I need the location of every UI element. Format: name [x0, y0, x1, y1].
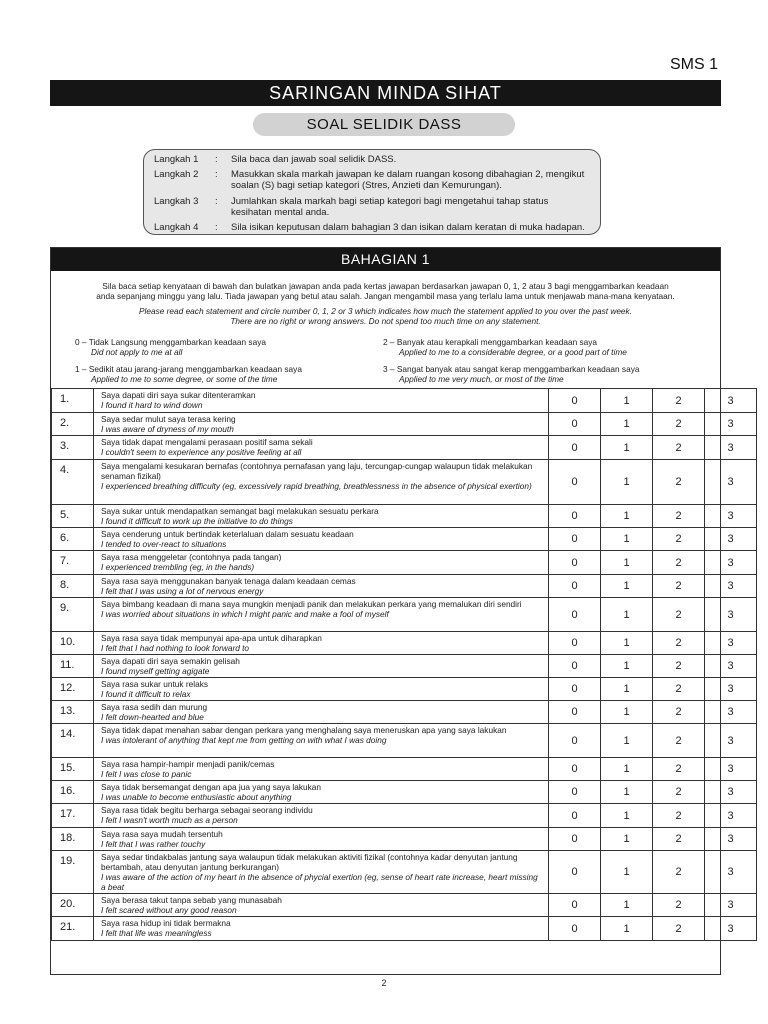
question-statement [94, 413, 549, 436]
scale-text-en: Applied to me to a considerable degree, or a good part of time [399, 347, 627, 357]
question-statement [94, 460, 549, 505]
answer-option-1[interactable]: 1 [601, 828, 653, 851]
question-number: 1. [52, 389, 94, 413]
steps-box [143, 149, 601, 235]
answer-option-2[interactable]: 2 [653, 551, 705, 575]
step-colon: : [215, 222, 218, 233]
instruction-en-1: Please read each statement and circle number 0, 1, 2 or 3 which indicates how much the statement applied to you over the past week. [138, 306, 633, 316]
question-row [52, 436, 757, 460]
instruction-en-2: There are no right or wrong answers. Do not spend too much time on any statement. [230, 316, 541, 326]
statement-en: I found it difficult to relax [101, 689, 191, 699]
statement-ms: Saya tidak bersemangat dengan apa jua yang saya lakukan [101, 782, 322, 792]
question-row [52, 632, 757, 655]
step-text: Sila isikan keputusan dalam bahagian 3 dan isikan dalam keratan di muka hadapan. [231, 222, 585, 233]
answer-option-0[interactable]: 0 [549, 632, 601, 655]
answer-option-2[interactable]: 2 [653, 389, 705, 413]
answer-option-3[interactable]: 3 [705, 678, 757, 701]
answer-option-1[interactable]: 1 [601, 436, 653, 460]
answer-option-0[interactable]: 0 [549, 781, 601, 804]
answer-option-1[interactable]: 1 [601, 917, 653, 941]
step-text: Masukkan skala markah jawapan ke dalam ruangan kosong dibahagian 2, mengikut soalan (S) bagi setiap kategori (Stres, Anzieti dan Kemurungan). [231, 169, 585, 191]
answer-option-3[interactable]: 3 [705, 724, 757, 758]
scale-text: 0 – Tidak Langsung menggambarkan keadaan saya [75, 337, 266, 347]
answer-option-2[interactable]: 2 [653, 460, 705, 505]
instruction-ms-1: Sila baca setiap kenyataan di bawah dan bulatkan jawapan anda pada kertas jawapan berdasarkan jawapan 0, 1, 2 atau 3 bagi menggambarkan keadaan [102, 281, 669, 291]
answer-option-2[interactable]: 2 [653, 851, 705, 894]
question-number: 3. [52, 436, 94, 460]
answer-option-0[interactable]: 0 [549, 678, 601, 701]
answer-option-3[interactable]: 3 [705, 758, 757, 781]
question-row [52, 781, 757, 804]
answer-option-0[interactable]: 0 [549, 894, 601, 917]
statement-en: I was unable to become enthusiastic about anything [101, 792, 292, 802]
statement-en: I felt I wasn't worth much as a person [101, 815, 238, 825]
question-number: 8. [52, 575, 94, 598]
question-number: 18. [52, 828, 94, 851]
question-statement [94, 551, 549, 575]
scale-text-en: Applied to me very much, or most of the time [399, 374, 564, 384]
answer-option-3[interactable]: 3 [705, 551, 757, 575]
answer-option-1[interactable]: 1 [601, 804, 653, 828]
question-number: 17. [52, 804, 94, 828]
statement-en: I felt down-hearted and blue [101, 712, 204, 722]
question-row [52, 828, 757, 851]
statement-en: I felt scared without any good reason [101, 905, 237, 915]
answer-option-3[interactable]: 3 [705, 851, 757, 894]
answer-option-3[interactable]: 3 [705, 828, 757, 851]
answer-option-1[interactable]: 1 [601, 678, 653, 701]
scale-1 [75, 364, 302, 384]
question-statement [94, 575, 549, 598]
scale-text: 3 – Sangat banyak atau sangat kerap menggambarkan keadaan saya [383, 364, 640, 374]
question-row [52, 389, 757, 413]
statement-ms: Saya sedar tindakbalas jantung saya walaupun tidak melakukan aktiviti fizikal (contohnya kadar denyutan jantung bertambah, atau denyutan jantung berkurangan) [101, 852, 518, 872]
answer-option-1[interactable]: 1 [601, 851, 653, 894]
question-number: 21. [52, 917, 94, 941]
question-row [52, 528, 757, 551]
answer-option-2[interactable]: 2 [653, 598, 705, 632]
answer-option-1[interactable]: 1 [601, 528, 653, 551]
answer-option-1[interactable]: 1 [601, 413, 653, 436]
question-table [51, 388, 757, 941]
answer-option-3[interactable]: 3 [705, 436, 757, 460]
statement-ms: Saya rasa tidak begitu berharga sebagai seorang individu [101, 805, 313, 815]
answer-option-1[interactable]: 1 [601, 724, 653, 758]
question-row [52, 758, 757, 781]
question-number: 7. [52, 551, 94, 575]
question-statement [94, 701, 549, 724]
answer-option-0[interactable]: 0 [549, 758, 601, 781]
question-row [52, 505, 757, 528]
question-number: 4. [52, 460, 94, 505]
answer-option-0[interactable]: 0 [549, 828, 601, 851]
statement-en: I was worried about situations in which I might panic and make a fool of myself [101, 609, 389, 619]
answer-option-1[interactable]: 1 [601, 389, 653, 413]
question-statement [94, 851, 549, 894]
statement-en: I was intolerant of anything that kept me from getting on with what I was doing [101, 735, 387, 745]
answer-option-2[interactable]: 2 [653, 724, 705, 758]
answer-option-0[interactable]: 0 [549, 598, 601, 632]
question-statement [94, 655, 549, 678]
statement-ms: Saya berasa takut tanpa sebab yang munasabah [101, 895, 282, 905]
statement-ms: Saya rasa menggeletar (contohnya pada tangan) [101, 552, 282, 562]
statement-en: I experienced breathing difficulty (eg, excessively rapid breathing, breathlessness in the absence of physical exertion) [101, 481, 532, 491]
question-number: 2. [52, 413, 94, 436]
answer-option-2[interactable]: 2 [653, 575, 705, 598]
answer-option-2[interactable]: 2 [653, 781, 705, 804]
answer-option-2[interactable]: 2 [653, 436, 705, 460]
answer-option-3[interactable]: 3 [705, 632, 757, 655]
question-number: 19. [52, 851, 94, 894]
answer-option-0[interactable]: 0 [549, 413, 601, 436]
step-label: Langkah 2 [154, 169, 199, 180]
statement-ms: Saya rasa saya tidak mempunyai apa-apa untuk diharapkan [101, 633, 322, 643]
answer-option-0[interactable]: 0 [549, 575, 601, 598]
answer-option-1[interactable]: 1 [601, 701, 653, 724]
statement-ms: Saya rasa hidup ini tidak bermakna [101, 918, 231, 928]
answer-option-2[interactable]: 2 [653, 413, 705, 436]
page-subtitle: SOAL SELIDIK DASS [253, 113, 515, 136]
answer-option-2[interactable]: 2 [653, 894, 705, 917]
section-1 [50, 247, 734, 975]
statement-en: I found myself getting agigate [101, 666, 210, 676]
question-statement [94, 389, 549, 413]
answer-option-3[interactable]: 3 [705, 804, 757, 828]
question-statement [94, 828, 549, 851]
statement-en: I tended to over-react to situations [101, 539, 227, 549]
statement-en: I found it hard to wind down [101, 400, 203, 410]
question-statement [94, 804, 549, 828]
question-number: 13. [52, 701, 94, 724]
statement-en: I couldn't seem to experience any positive feeling at all [101, 447, 302, 457]
page-number: 2 [381, 978, 387, 988]
statement-en: I felt that I had nothing to look forward to [101, 643, 250, 653]
answer-option-2[interactable]: 2 [653, 758, 705, 781]
question-number: 20. [52, 894, 94, 917]
answer-option-3[interactable]: 3 [705, 389, 757, 413]
step-colon: : [215, 154, 218, 165]
statement-ms: Saya mengalami kesukaran bernafas (contohnya pernafasan yang laju, tercungap-cungap walaupun tidak melakukan senaman fizikal) [101, 461, 533, 481]
question-statement [94, 632, 549, 655]
answer-option-3[interactable]: 3 [705, 701, 757, 724]
answer-option-0[interactable]: 0 [549, 701, 601, 724]
answer-option-3[interactable]: 3 [705, 894, 757, 917]
statement-en: I experienced trembling (eg, in the hands) [101, 562, 255, 572]
question-row [52, 917, 757, 941]
statement-ms: Saya bimbang keadaan di mana saya mungkin menjadi panik dan melakukan perkara yang memalukan diri sendiri [101, 599, 522, 609]
answer-option-1[interactable]: 1 [601, 781, 653, 804]
question-row [52, 894, 757, 917]
answer-option-3[interactable]: 3 [705, 460, 757, 505]
statement-ms: Saya tidak dapat mengalami perasaan positif sama sekali [101, 437, 313, 447]
answer-option-0[interactable]: 0 [549, 851, 601, 894]
statement-ms: Saya dapati diri saya sukar ditenteramkan [101, 390, 256, 400]
question-number: 16. [52, 781, 94, 804]
answer-option-0[interactable]: 0 [549, 528, 601, 551]
statement-en: I was aware of dryness of my mouth [101, 424, 234, 434]
question-row [52, 413, 757, 436]
question-number: 6. [52, 528, 94, 551]
answer-option-0[interactable]: 0 [549, 917, 601, 941]
step-colon: : [215, 196, 218, 207]
answer-option-1[interactable]: 1 [601, 505, 653, 528]
question-number: 12. [52, 678, 94, 701]
statement-en: I felt that life was meaningless [101, 928, 212, 938]
answer-option-0[interactable]: 0 [549, 460, 601, 505]
scale-0 [75, 337, 266, 357]
question-row [52, 655, 757, 678]
statement-ms: Saya rasa saya menggunakan banyak tenaga dalam keadaan cemas [101, 576, 356, 586]
question-number: 14. [52, 724, 94, 758]
answer-option-0[interactable]: 0 [549, 389, 601, 413]
statement-en: I felt I was close to panic [101, 769, 192, 779]
section-title: BAHAGIAN 1 [51, 248, 720, 271]
scale-3 [383, 364, 639, 384]
statement-ms: Saya sedar mulut saya terasa kering [101, 414, 236, 424]
question-statement [94, 758, 549, 781]
question-statement [94, 436, 549, 460]
question-statement [94, 724, 549, 758]
answer-option-3[interactable]: 3 [705, 528, 757, 551]
question-row [52, 804, 757, 828]
question-row [52, 678, 757, 701]
answer-option-0[interactable]: 0 [549, 505, 601, 528]
question-number: 9. [52, 598, 94, 632]
question-statement [94, 528, 549, 551]
answer-option-0[interactable]: 0 [549, 655, 601, 678]
scale-text: 1 – Sedikit atau jarang-jarang menggambarkan keadaan saya [75, 364, 302, 374]
answer-option-2[interactable]: 2 [653, 505, 705, 528]
question-row [52, 551, 757, 575]
step-label: Langkah 3 [154, 196, 199, 207]
answer-option-2[interactable]: 2 [653, 804, 705, 828]
answer-option-2[interactable]: 2 [653, 528, 705, 551]
statement-ms: Saya rasa hampir-hampir menjadi panik/cemas [101, 759, 275, 769]
instruction-ms-2: anda sepanjang minggu yang lalu. Tiada jawapan yang betul atau salah. Jangan mengambil masa yang terlalu lama untuk menjawab mana-mana kenyataan. [96, 291, 675, 301]
step-text: Jumlahkan skala markah bagi setiap kategori bagi mengetahui tahap status kesihatan mental anda. [231, 196, 549, 218]
page-title: SARINGAN MINDA SIHAT [50, 80, 721, 106]
step-label: Langkah 1 [154, 154, 199, 165]
answer-option-3[interactable]: 3 [705, 575, 757, 598]
answer-option-3[interactable]: 3 [705, 917, 757, 941]
answer-option-1[interactable]: 1 [601, 894, 653, 917]
statement-en: I felt that I was rather touchy [101, 839, 206, 849]
question-statement [94, 917, 549, 941]
statement-en: I was aware of the action of my heart in the absence of phycial exertion (eg, sense of heart rate increase, heart missing a beat [101, 872, 538, 892]
answer-option-2[interactable]: 2 [653, 917, 705, 941]
statement-ms: Saya tidak dapat menahan sabar dengan perkara yang menghalang saya meneruskan apa yang saya lakukan [101, 725, 507, 735]
scale-text-en: Applied to me to some degree, or some of the time [91, 374, 278, 384]
question-row [52, 460, 757, 505]
answer-option-3[interactable]: 3 [705, 505, 757, 528]
scale-2 [383, 337, 627, 357]
answer-option-2[interactable]: 2 [653, 632, 705, 655]
statement-en: I found it difficult to work up the initiative to do things [101, 516, 293, 526]
answer-option-1[interactable]: 1 [601, 551, 653, 575]
question-statement [94, 598, 549, 632]
step-text: Sila baca dan jawab soal selidik DASS. [231, 154, 397, 165]
answer-option-1[interactable]: 1 [601, 632, 653, 655]
question-row [52, 701, 757, 724]
answer-option-0[interactable]: 0 [549, 436, 601, 460]
question-number: 15. [52, 758, 94, 781]
question-row [52, 575, 757, 598]
question-row [52, 724, 757, 758]
question-number: 11. [52, 655, 94, 678]
answer-option-0[interactable]: 0 [549, 804, 601, 828]
statement-ms: Saya dapati diri saya semakin gelisah [101, 656, 240, 666]
statement-en: I felt that I was using a lot of nervous energy [101, 586, 264, 596]
step-colon: : [215, 169, 218, 180]
answer-option-2[interactable]: 2 [653, 678, 705, 701]
question-number: 10. [52, 632, 94, 655]
answer-option-3[interactable]: 3 [705, 655, 757, 678]
answer-option-2[interactable]: 2 [653, 828, 705, 851]
answer-option-0[interactable]: 0 [549, 551, 601, 575]
answer-option-3[interactable]: 3 [705, 413, 757, 436]
question-statement [94, 781, 549, 804]
answer-option-1[interactable]: 1 [601, 460, 653, 505]
answer-option-3[interactable]: 3 [705, 598, 757, 632]
answer-option-3[interactable]: 3 [705, 781, 757, 804]
statement-ms: Saya rasa sedih dan murung [101, 702, 208, 712]
answer-option-1[interactable]: 1 [601, 598, 653, 632]
step-label: Langkah 4 [154, 222, 199, 233]
scale-text: 2 – Banyak atau kerapkali menggambarkan keadaan saya [383, 337, 598, 347]
scale-text-en: Did not apply to me at all [91, 347, 183, 357]
question-row [52, 851, 757, 894]
answer-option-1[interactable]: 1 [601, 575, 653, 598]
statement-ms: Saya sukar untuk mendapatkan semangat bagi melakukan sesuatu perkara [101, 506, 379, 516]
answer-option-2[interactable]: 2 [653, 701, 705, 724]
statement-ms: Saya cenderung untuk bertindak keterlaluan dalam sesuatu keadaan [101, 529, 354, 539]
answer-option-0[interactable]: 0 [549, 724, 601, 758]
answer-option-1[interactable]: 1 [601, 655, 653, 678]
form-code: SMS 1 [669, 56, 718, 73]
question-number: 5. [52, 505, 94, 528]
statement-ms: Saya rasa saya mudah tersentuh [101, 829, 223, 839]
statement-ms: Saya rasa sukar untuk relaks [101, 679, 208, 689]
question-statement [94, 678, 549, 701]
question-statement [94, 894, 549, 917]
answer-option-1[interactable]: 1 [601, 758, 653, 781]
question-statement [94, 505, 549, 528]
question-row [52, 598, 757, 632]
answer-option-2[interactable]: 2 [653, 655, 705, 678]
